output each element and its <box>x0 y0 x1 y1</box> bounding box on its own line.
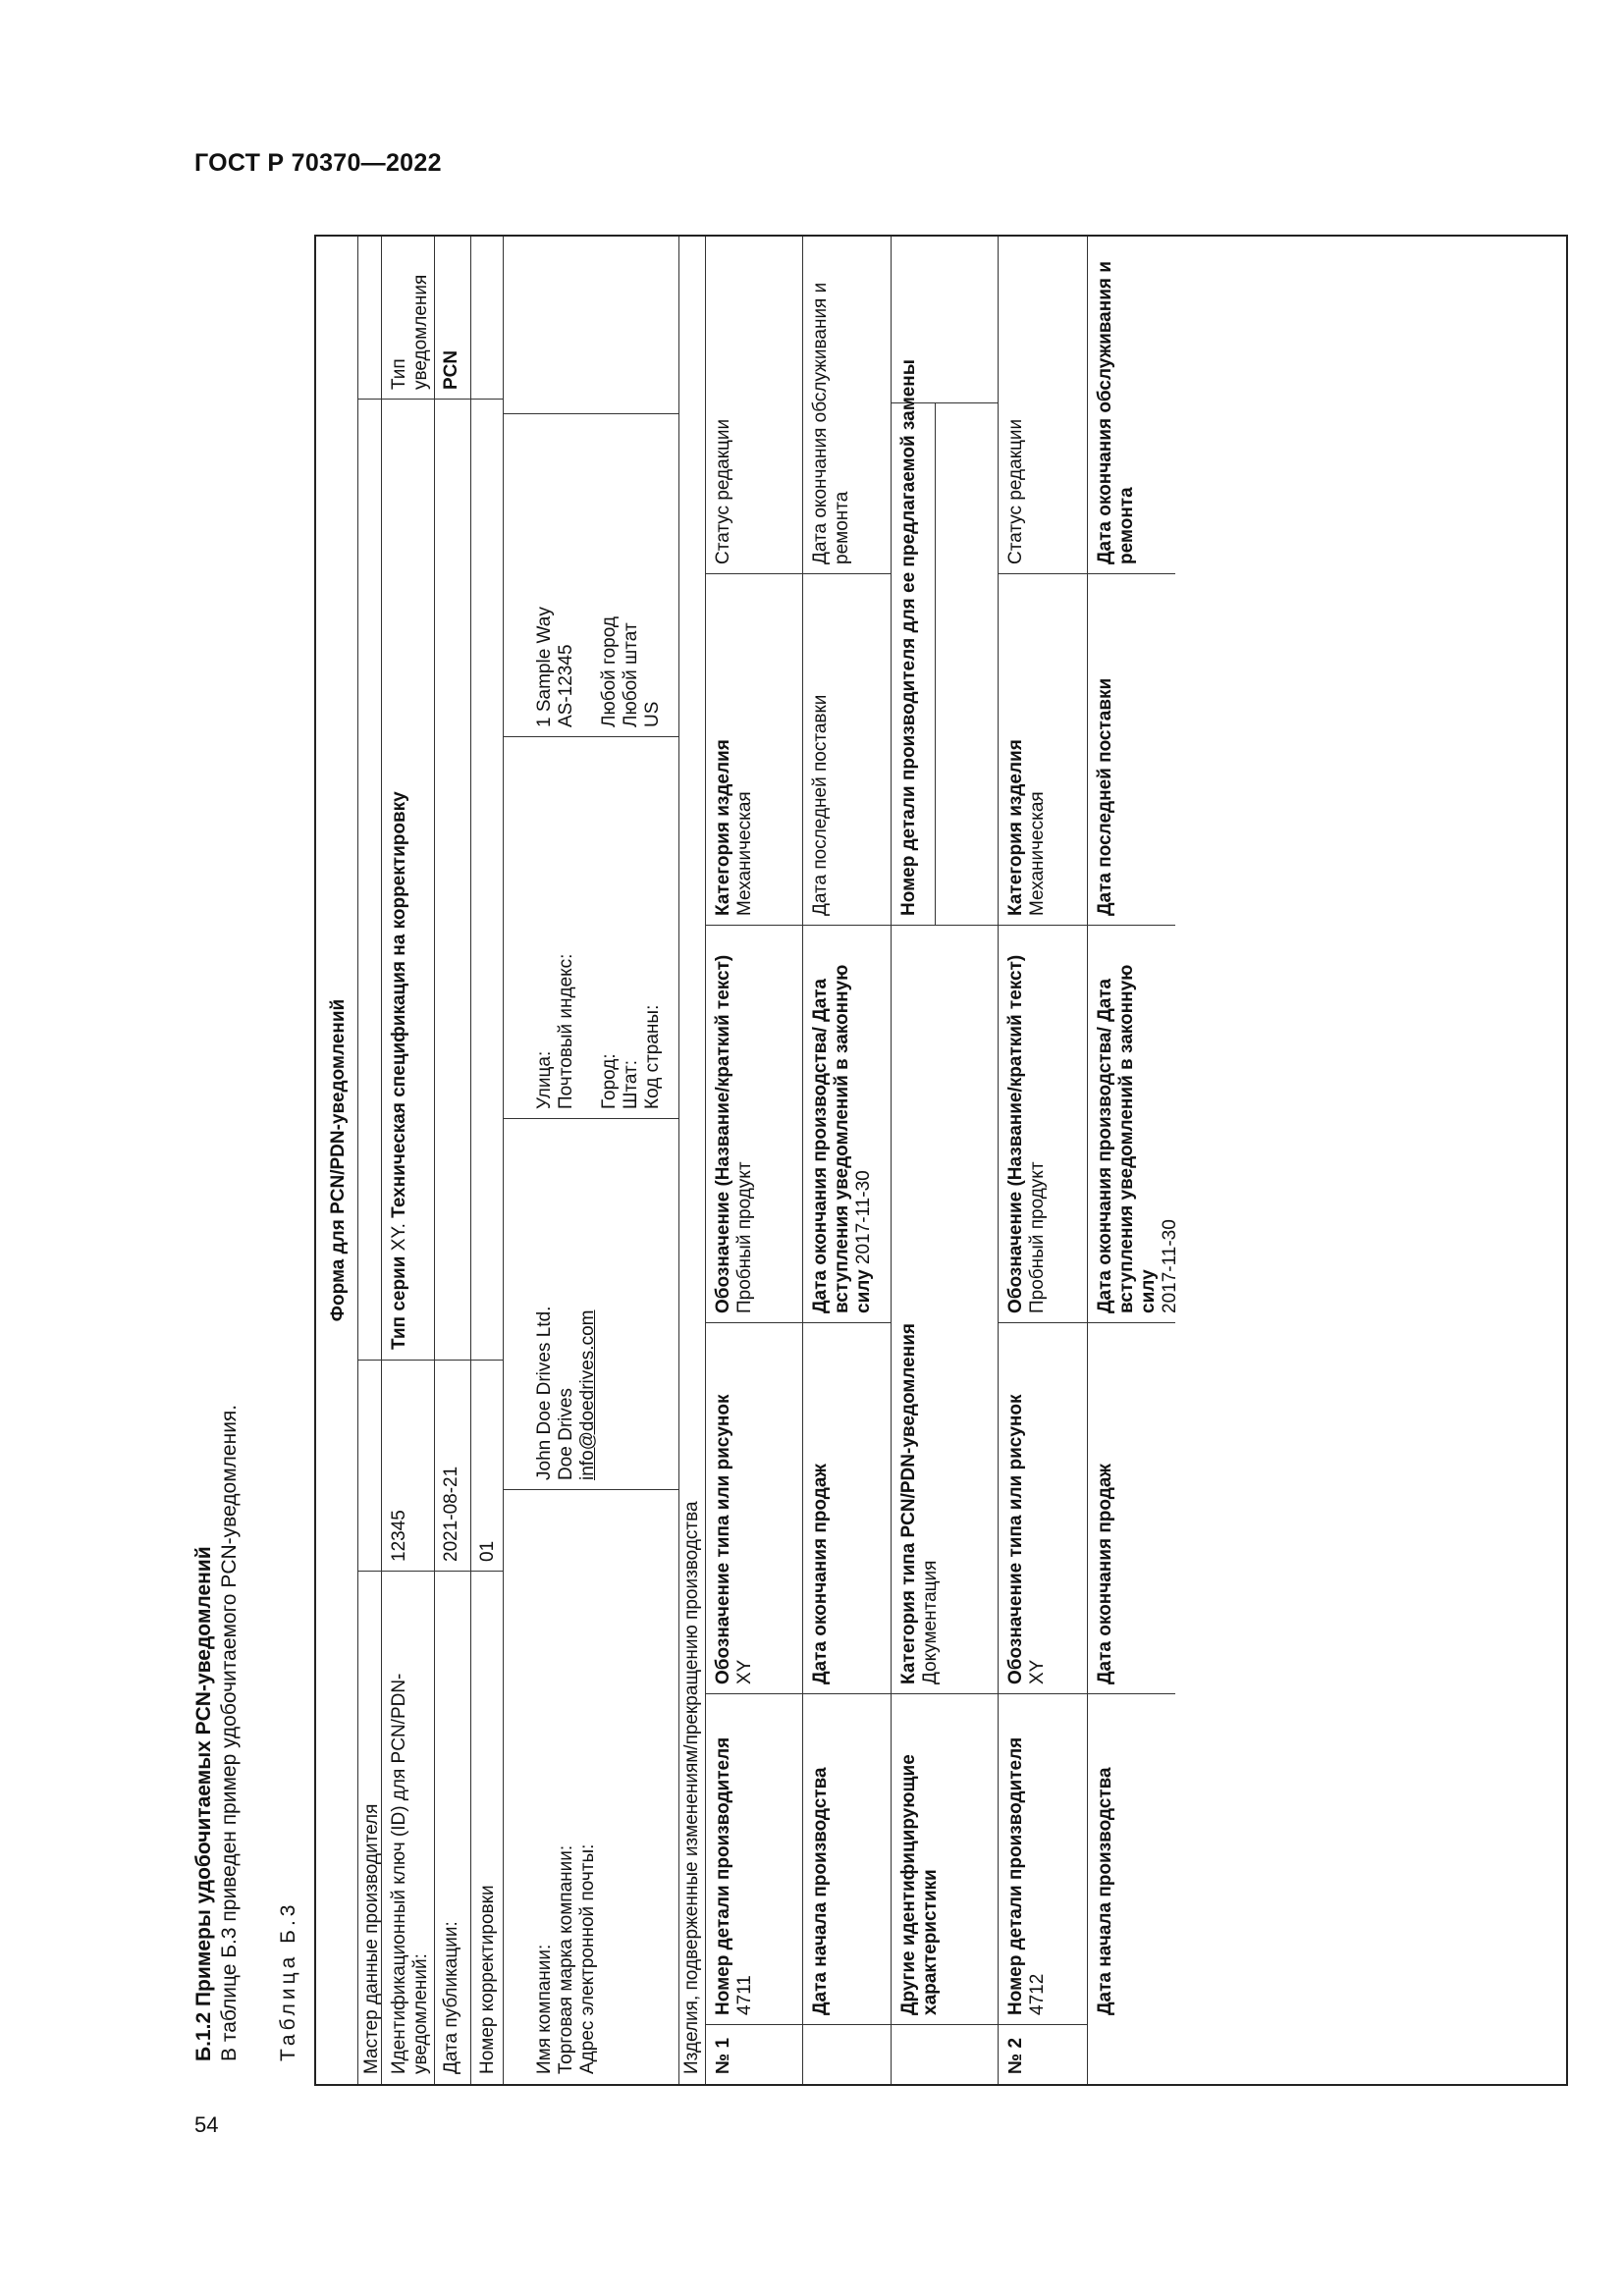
item-1-type: Обозначение типа или рисунок XY <box>713 1394 755 1684</box>
company-email[interactable]: info@doedrives.com <box>577 1309 598 1480</box>
item-1-last-delivery: Дата последней поставки <box>810 694 831 916</box>
item-2-part: Номер детали производителя 4712 <box>1005 1736 1048 2015</box>
item-2-type: Обозначение типа или рисунок XY <box>1005 1394 1048 1684</box>
item-2-category: Категория изделия Механическая <box>1005 739 1048 916</box>
form-title: Форма для PCN/PDN-уведомлений <box>328 998 349 1322</box>
item-2-designation: Обозначение (Название/краткий текст) Пробный продукт <box>1005 954 1048 1313</box>
revision-label: Номер корректировки <box>477 1885 498 2074</box>
item-1-status: Статус редакции <box>713 418 733 564</box>
publication-date-label: Дата публикации: <box>441 1921 461 2074</box>
item-1-service-end: Дата окончания обслуживания и ремонта <box>810 282 852 564</box>
address-values: 1 Sample Way AS-12345 Любой город Любой штат US <box>534 607 663 727</box>
item-2-sales-end: Дата окончания продаж <box>1095 1464 1115 1684</box>
item-2-status: Статус редакции <box>1005 418 1026 564</box>
item-1-production-end: Дата окончания производства/ Дата вступления уведомлений в законную силу 2017-11-30 <box>810 964 874 1313</box>
section-intro: В таблице Б.3 приведен пример удобочитаемого PCN-уведомления. <box>218 1404 241 2061</box>
item-2-last-delivery: Дата последней поставки <box>1095 677 1115 916</box>
publication-date-value: 2021-08-21 <box>441 1466 461 1562</box>
item-2-number: № 2 <box>1005 2037 1026 2074</box>
id-value: 12345 <box>389 1510 409 1562</box>
item-2-production-start: Дата начала производства <box>1095 1767 1115 2015</box>
notification-type-label: Тип уведомления <box>389 274 431 390</box>
section-title: Б.1.2 Примеры удобочитаемых PCN-уведомлений <box>192 1546 215 2061</box>
pcn-form-table <box>314 235 1568 2086</box>
table-label: Таблица Б.3 <box>277 1900 299 2061</box>
page-header: ГОСТ Р 70370—2022 <box>194 149 442 177</box>
pcn-replacement-part: Номер детали производителя для ее предлагаемой замены <box>898 358 919 916</box>
item-1-designation: Обозначение (Название/краткий текст) Пробный продукт <box>713 954 755 1313</box>
revision-value: 01 <box>477 1540 498 1562</box>
item-1-part: Номер детали производителя 4711 <box>713 1736 755 2015</box>
other-characteristics: Другие идентифицирующие характеристики <box>898 1754 941 2015</box>
master-data-label: Мастер данные производителя <box>361 1803 382 2074</box>
spec-text: Тип серии XY. Техническая спецификация на корректировку <box>389 791 409 1350</box>
page-number: 54 <box>194 2112 219 2137</box>
item-1-number: № 1 <box>713 2037 733 2074</box>
notification-type-value: PCN <box>441 349 461 390</box>
address-labels: Улица: Почтовый индекс: Город: Штат: Код страны: <box>534 953 663 1109</box>
item-1-category: Категория изделия Механическая <box>713 739 755 916</box>
item-2-production-end: Дата окончания производства/ Дата вступления уведомлений в законную силу 2017-11-30 <box>1095 964 1180 1313</box>
products-header: Изделия, подверженные изменениям/прекращению производства <box>681 1501 702 2074</box>
item-1-production-start: Дата начала производства <box>810 1767 831 2015</box>
id-label: Идентификационный ключ (ID) для PCN/PDN-уведомлений: <box>389 1673 431 2074</box>
rotated-content <box>192 201 1624 2086</box>
item-2-service-end: Дата окончания обслуживания и ремонта <box>1095 261 1137 564</box>
company-labels: Имя компании: Торговая марка компании: Адрес электронной почты: <box>534 1843 598 2074</box>
pcn-category: Категория типа PCN/PDN-уведомления Документация <box>898 1323 941 1684</box>
item-1-sales-end: Дата окончания продаж <box>810 1464 831 1684</box>
company-values: John Doe Drives Ltd. Doe Drives info@doedrives.com <box>534 1127 599 1480</box>
